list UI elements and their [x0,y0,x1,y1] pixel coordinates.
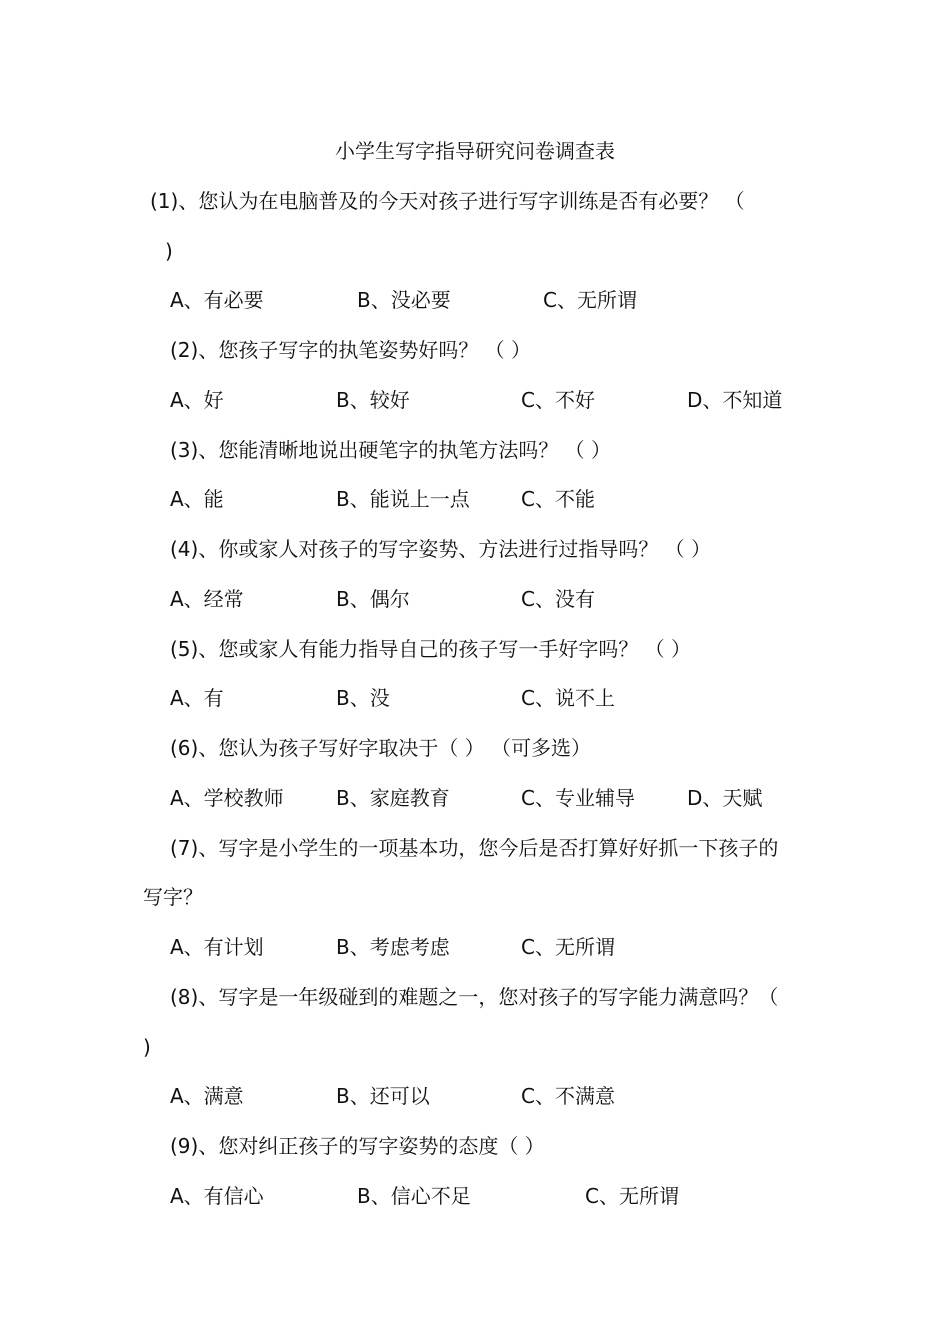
question-5-option-c: C、说不上 [521,686,615,710]
question-1-text-cont: ) [165,239,173,263]
question-8-option-c: C、不满意 [521,1084,615,1108]
question-3-option-c: C、不能 [521,487,595,511]
question-9-option-c: C、无所谓 [585,1184,679,1208]
question-2-text: (2)、您孩子写字的执笔姿势好吗？ （ ） [170,338,532,362]
question-6-option-d: D、天赋 [687,786,763,810]
document-title: 小学生写字指导研究问卷调查表 [335,139,615,163]
question-6-option-c: C、专业辅导 [521,786,635,810]
question-4-option-c: C、没有 [521,587,595,611]
question-8-text-cont: ) [143,1035,151,1059]
question-4-text: (4)、你或家人对孩子的写字姿势、方法进行过指导吗？ （ ） [170,537,712,561]
question-2-option-c: C、不好 [521,388,595,412]
question-5-option-b: B、没 [336,686,390,710]
question-3-text: (3)、您能清晰地说出硬笔字的执笔方法吗？ （ ） [170,438,612,462]
question-4-option-a: A、经常 [170,587,244,611]
question-9-text: (9)、您对纠正孩子的写字姿势的态度（ ） [170,1134,545,1158]
question-1-option-b: B、没必要 [357,288,451,312]
question-6-option-a: A、学校教师 [170,786,284,810]
question-6-option-b: B、家庭教育 [336,786,450,810]
question-3-option-b: B、能说上一点 [336,487,470,511]
question-8-option-b: B、还可以 [336,1084,430,1108]
question-4-option-b: B、偶尔 [336,587,410,611]
question-5-option-a: A、有 [170,686,224,710]
question-7-option-b: B、考虑考虑 [336,935,450,959]
question-7-option-a: A、有计划 [170,935,264,959]
question-7-text: (7)、写字是小学生的一项基本功，您今后是否打算好好抓一下孩子的 [170,836,779,860]
question-6-text: (6)、您认为孩子写好字取决于（ ） （可多选） [170,736,592,760]
question-9-option-b: B、信心不足 [357,1184,471,1208]
question-7-text-cont: 写字？ [143,885,203,909]
question-3-option-a: A、能 [170,487,224,511]
question-5-text: (5)、您或家人有能力指导自己的孩子写一手好字吗？ （ ） [170,637,692,661]
question-8-text: (8)、写字是一年级碰到的难题之一，您对孩子的写字能力满意吗？（ [170,985,779,1009]
question-1-text: (1)、您认为在电脑普及的今天对孩子进行写字训练是否有必要？ （ [150,189,745,213]
question-1-option-c: C、无所谓 [543,288,637,312]
question-1-option-a: A、有必要 [170,288,264,312]
question-9-option-a: A、有信心 [170,1184,264,1208]
question-7-option-c: C、无所谓 [521,935,615,959]
question-2-option-b: B、较好 [336,388,410,412]
question-2-option-a: A、好 [170,388,224,412]
question-2-option-d: D、不知道 [687,388,783,412]
question-8-option-a: A、满意 [170,1084,244,1108]
